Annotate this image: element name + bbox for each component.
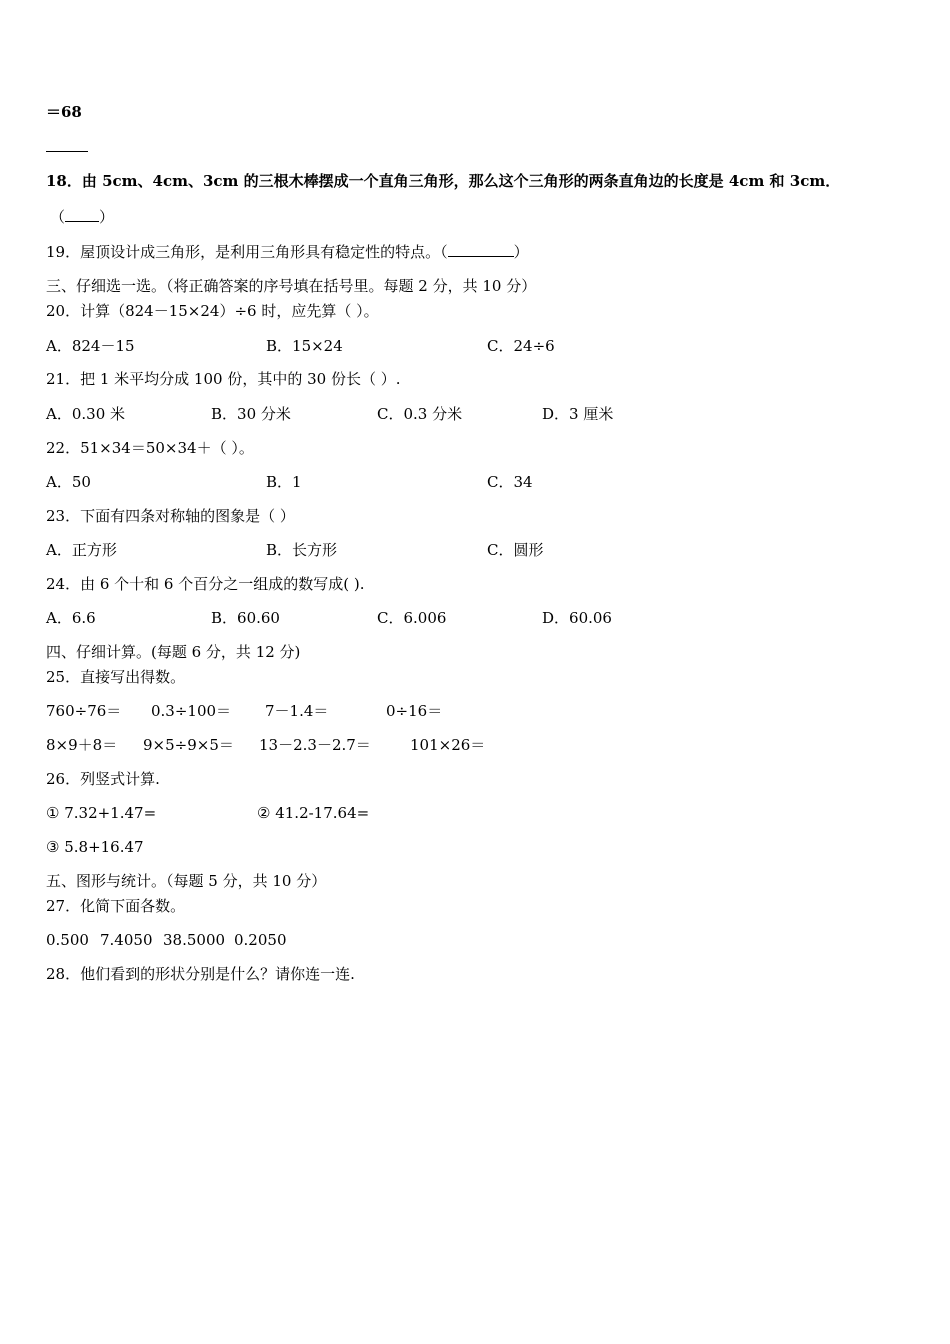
number-item: 0.500 xyxy=(46,931,89,949)
question-23: 23．下面有四条对称轴的图象是（ ） xyxy=(46,507,295,525)
calc-item: 101×26＝ xyxy=(410,736,486,754)
question-28: 28．他们看到的形状分别是什么？请你连一连. xyxy=(46,965,355,983)
q21-option-a[interactable]: A．0.30 米 xyxy=(46,405,125,423)
vertical-calc-item: ③ 5.8+16.47 xyxy=(46,838,144,856)
number-item: 38.5000 xyxy=(163,931,226,949)
calc-item: 13－2.3－2.7＝ xyxy=(259,736,371,754)
q23-option-a[interactable]: A．正方形 xyxy=(46,541,117,559)
number-item: 0.2050 xyxy=(234,931,287,949)
section-4-heading: 四、仔细计算。(每题 6 分，共 12 分) xyxy=(46,643,301,661)
question-18: 18．由 5cm、4cm、3cm 的三根木棒摆成一个直角三角形，那么这个三角形的两条直角边的长度是 4cm 和 3cm． xyxy=(46,172,841,190)
question-19: 19．屋顶设计成三角形，是利用三角形具有稳定性的特点。（ ） xyxy=(46,243,529,261)
answer-blank[interactable] xyxy=(448,242,514,257)
q23-option-c[interactable]: C．圆形 xyxy=(487,541,544,559)
q24-option-a[interactable]: A．6.6 xyxy=(46,609,96,627)
q22-option-a[interactable]: A．50 xyxy=(46,473,91,491)
question-24: 24．由 6 个十和 6 个百分之一组成的数写成( ). xyxy=(46,575,365,593)
section-3-heading: 三、仔细选一选。（将正确答案的序号填在括号里。每题 2 分，共 10 分） xyxy=(46,277,537,295)
question-20: 20．计算（824－15×24）÷6 时，应先算（ ）。 xyxy=(46,302,379,320)
calc-item: 9×5÷9×5＝ xyxy=(143,736,234,754)
equals-68: ＝68 xyxy=(46,103,82,121)
question-26: 26．列竖式计算. xyxy=(46,770,160,788)
q24-option-c[interactable]: C．6.006 xyxy=(377,609,447,627)
calc-item: 760÷76＝ xyxy=(46,702,122,720)
answer-blank[interactable] xyxy=(65,207,99,222)
question-21: 21．把 1 米平均分成 100 份，其中的 30 份长（ ）. xyxy=(46,370,401,388)
q20-option-c[interactable]: C．24÷6 xyxy=(487,337,555,355)
q21-option-c[interactable]: C．0.3 分米 xyxy=(377,405,463,423)
question-22: 22．51×34＝50×34＋（ ）。 xyxy=(46,439,254,457)
q21-option-b[interactable]: B．30 分米 xyxy=(211,405,291,423)
vertical-calc-item: ② 41.2-17.64= xyxy=(257,804,370,822)
section-5-heading: 五、图形与统计。（每题 5 分，共 10 分） xyxy=(46,872,327,890)
calc-item: 7－1.4＝ xyxy=(265,702,329,720)
q24-option-d[interactable]: D．60.06 xyxy=(542,609,612,627)
question-27: 27．化简下面各数。 xyxy=(46,897,186,915)
q23-option-b[interactable]: B．长方形 xyxy=(266,541,338,559)
q20-option-b[interactable]: B．15×24 xyxy=(266,337,343,355)
calc-item: 8×9＋8＝ xyxy=(46,736,118,754)
q22-option-c[interactable]: C．34 xyxy=(487,473,533,491)
calc-item: 0÷16＝ xyxy=(386,702,443,720)
answer-line xyxy=(46,151,88,152)
q20-option-a[interactable]: A．824－15 xyxy=(46,337,135,355)
question-18-answer: （ ） xyxy=(50,208,115,226)
q21-option-d[interactable]: D．3 厘米 xyxy=(542,405,614,423)
question-25: 25．直接写出得数。 xyxy=(46,668,186,686)
calc-item: 0.3÷100＝ xyxy=(151,702,232,720)
q22-option-b[interactable]: B．1 xyxy=(266,473,302,491)
vertical-calc-item: ① 7.32+1.47= xyxy=(46,804,157,822)
q24-option-b[interactable]: B．60.60 xyxy=(211,609,280,627)
number-item: 7.4050 xyxy=(100,931,153,949)
